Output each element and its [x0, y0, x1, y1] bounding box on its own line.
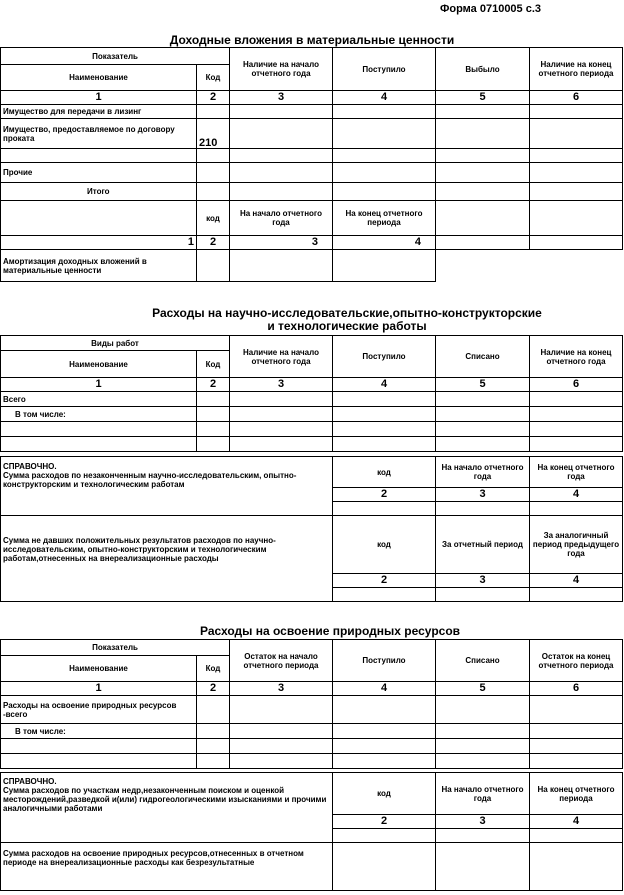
- cell-empty[interactable]: [333, 105, 436, 119]
- cell-empty[interactable]: [333, 696, 436, 724]
- cell-empty[interactable]: [333, 149, 436, 163]
- cell-empty[interactable]: [530, 407, 623, 422]
- table-row: [1, 183, 623, 201]
- cell-empty[interactable]: [230, 754, 333, 769]
- cell-empty: [530, 236, 623, 250]
- cell-empty[interactable]: [197, 754, 230, 769]
- row-code: [197, 105, 230, 119]
- natural-resources-reference-table: [0, 772, 623, 891]
- hdr-start: Остаток на начало отчетного периода: [230, 640, 333, 682]
- ref2-period: За отчетный период: [436, 516, 530, 574]
- hdr-in: Поступило: [333, 640, 436, 682]
- col-num: 3: [230, 91, 333, 105]
- hdr-code: Код: [197, 351, 230, 378]
- cell-empty[interactable]: [530, 843, 623, 891]
- col-num: 4: [333, 91, 436, 105]
- cell-empty[interactable]: [197, 407, 230, 422]
- cell-empty[interactable]: [230, 437, 333, 452]
- cell-empty[interactable]: [436, 105, 530, 119]
- cell-empty[interactable]: [436, 754, 530, 769]
- ref1-block: [1, 457, 333, 516]
- table-row: [1, 739, 623, 754]
- cell-empty[interactable]: [333, 588, 436, 602]
- row-name: [1, 739, 197, 754]
- hdr-start: Наличие на начало отчетного года: [230, 336, 333, 378]
- sub-start: На начало отчетного года: [230, 201, 333, 236]
- hdr-in: Поступило: [333, 336, 436, 378]
- hdr-out: Выбыло: [436, 48, 530, 91]
- amortization-label: Амортизация доходных вложений в материальные ценности: [1, 250, 197, 282]
- row-name: Итого: [1, 183, 197, 201]
- row-name: [1, 437, 197, 452]
- section2-title-line1: Расходы на научно-исследовательские,опытно-конструкторские: [152, 306, 542, 320]
- table-row: [1, 696, 623, 724]
- cell-empty[interactable]: [333, 739, 436, 754]
- row-code: 210: [197, 119, 230, 149]
- hdr-name: Наименование: [1, 351, 197, 378]
- col-num: 2: [197, 91, 230, 105]
- cell-empty[interactable]: [530, 829, 623, 843]
- col-num: 2: [333, 488, 436, 502]
- row-name: Всего: [1, 392, 197, 407]
- cell-empty: [436, 201, 530, 236]
- col-num: 3: [230, 378, 333, 392]
- hdr-end: Наличие на конец отчетного периода: [530, 48, 623, 91]
- cell-empty: [530, 250, 623, 282]
- cell-empty[interactable]: [333, 754, 436, 769]
- cell-empty[interactable]: [333, 724, 436, 739]
- ref2-prev: За аналогичный период предыдущего года: [530, 516, 623, 574]
- ref2-text: Сумма расходов на освоение природных ресурсов,отнесенных в отчетном периоде на внереализационные расходы как безрезультатные: [1, 843, 333, 891]
- cell-empty[interactable]: [436, 119, 530, 149]
- hdr-name: Наименование: [1, 656, 197, 682]
- hdr-in: Поступило: [333, 48, 436, 91]
- section2-title: [0, 307, 624, 333]
- cell-empty[interactable]: [530, 739, 623, 754]
- hdr-code: Код: [197, 65, 230, 91]
- table-row: [1, 392, 623, 407]
- cell-empty[interactable]: [436, 739, 530, 754]
- ref1-text: Сумма расходов по незаконченным научно-исследовательским, опытно-конструкторским и технологическим работам: [3, 471, 297, 489]
- cell-empty[interactable]: [230, 183, 333, 201]
- natural-resources-table: [0, 639, 623, 769]
- row-name: Прочие: [1, 163, 197, 183]
- hdr-group: Виды работ: [1, 336, 230, 351]
- row-name: Имущество для передачи в лизинг: [1, 105, 197, 119]
- col-num: 2: [197, 236, 230, 250]
- cell-empty[interactable]: [230, 422, 333, 437]
- cell-empty[interactable]: [530, 696, 623, 724]
- cell-empty[interactable]: [530, 502, 623, 516]
- hdr-end: Наличие на конец отчетного года: [530, 336, 623, 378]
- cell-empty[interactable]: [197, 739, 230, 754]
- rnd-table: [0, 335, 623, 452]
- col-num: 5: [436, 91, 530, 105]
- col-num: 4: [333, 236, 436, 250]
- cell-empty[interactable]: [230, 739, 333, 754]
- col-num: 1: [1, 91, 197, 105]
- cell-empty[interactable]: [230, 250, 333, 282]
- row-name: В том числе:: [1, 407, 197, 422]
- table-row: [1, 105, 623, 119]
- ref1-code: код: [333, 457, 436, 488]
- ref1-text: Сумма расходов по участкам недр,незаконченным поиском и оценкой месторождений,разведкой и(или) гидрогеологическими изысканиями и прочими аналогичными работами: [3, 786, 327, 813]
- cell-empty[interactable]: [197, 422, 230, 437]
- cell-empty[interactable]: [436, 843, 530, 891]
- cell-empty[interactable]: [333, 392, 436, 407]
- ref-title: СПРАВОЧНО.: [3, 777, 57, 786]
- row-code: [197, 149, 230, 163]
- cell-empty[interactable]: [436, 588, 530, 602]
- form-code: Форма 0710005 с.3: [440, 3, 542, 15]
- cell-empty: [1, 201, 197, 236]
- row-name: В том числе:: [1, 724, 197, 739]
- section3-title: Расходы на освоение природных ресурсов: [199, 624, 461, 638]
- cell-empty[interactable]: [436, 407, 530, 422]
- cell-empty[interactable]: [230, 149, 333, 163]
- table-row: [1, 149, 623, 163]
- col-num: 5: [436, 378, 530, 392]
- cell-empty[interactable]: [333, 843, 436, 891]
- col-num: 4: [333, 682, 436, 696]
- cell-empty[interactable]: [333, 502, 436, 516]
- cell-empty[interactable]: [230, 119, 333, 149]
- col-num: 1: [1, 378, 197, 392]
- col-num: 1: [1, 682, 197, 696]
- col-num: 4: [530, 815, 623, 829]
- cell-empty[interactable]: [436, 724, 530, 739]
- hdr-group: Показатель: [1, 640, 230, 656]
- section2-title-line2: и технологические работы: [267, 319, 427, 333]
- cell-empty[interactable]: [333, 183, 436, 201]
- cell-empty[interactable]: [530, 422, 623, 437]
- col-num: 2: [197, 378, 230, 392]
- hdr-out: Списано: [436, 336, 530, 378]
- cell-empty: [436, 250, 530, 282]
- cell-empty[interactable]: [530, 163, 623, 183]
- hdr-code: Код: [197, 656, 230, 682]
- cell-empty[interactable]: [333, 163, 436, 183]
- cell-empty[interactable]: [530, 183, 623, 201]
- row-name: [1, 149, 197, 163]
- table-row: [1, 437, 623, 452]
- cell-empty[interactable]: [436, 422, 530, 437]
- cell-empty[interactable]: [530, 105, 623, 119]
- row-code: [197, 163, 230, 183]
- cell-empty[interactable]: [230, 407, 333, 422]
- fixed-assets-income-table: [0, 47, 623, 282]
- col-num: 6: [530, 378, 623, 392]
- col-num: 3: [436, 488, 530, 502]
- col-num: 3: [436, 815, 530, 829]
- row-name: [1, 422, 197, 437]
- cell-empty[interactable]: [197, 696, 230, 724]
- ref1-end: На конец отчетного периода: [530, 773, 623, 815]
- cell-empty[interactable]: [333, 437, 436, 452]
- cell-empty[interactable]: [436, 149, 530, 163]
- ref1-start: На начало отчетного года: [436, 457, 530, 488]
- hdr-out: Списано: [436, 640, 530, 682]
- cell-empty[interactable]: [530, 392, 623, 407]
- cell-empty[interactable]: [230, 163, 333, 183]
- cell-empty[interactable]: [333, 250, 436, 282]
- col-num: 1: [1, 236, 197, 250]
- rnd-reference-table: [0, 456, 623, 602]
- col-num: 5: [436, 682, 530, 696]
- cell-empty[interactable]: [230, 392, 333, 407]
- col-num: 2: [197, 682, 230, 696]
- table-row: [1, 724, 623, 739]
- ref1-code: код: [333, 773, 436, 815]
- col-num: 2: [333, 815, 436, 829]
- ref1-block: [1, 773, 333, 843]
- cell-empty[interactable]: [230, 105, 333, 119]
- cell-empty[interactable]: [530, 754, 623, 769]
- hdr-name: Наименование: [1, 65, 197, 91]
- row-code: [197, 183, 230, 201]
- cell-empty[interactable]: [197, 437, 230, 452]
- col-num: 4: [333, 378, 436, 392]
- cell-empty[interactable]: [333, 407, 436, 422]
- section1-title: Доходные вложения в материальные ценности: [169, 33, 455, 47]
- table-row: [1, 163, 623, 183]
- col-num: 3: [436, 574, 530, 588]
- col-num: 6: [530, 91, 623, 105]
- cell-empty[interactable]: [333, 422, 436, 437]
- cell-empty[interactable]: [333, 119, 436, 149]
- col-num: 2: [333, 574, 436, 588]
- cell-empty[interactable]: [436, 392, 530, 407]
- ref1-end: На конец отчетного года: [530, 457, 623, 488]
- sub-end: На конец отчетного периода: [333, 201, 436, 236]
- cell-empty[interactable]: [530, 149, 623, 163]
- row-name: Имущество, предоставляемое по договору проката: [1, 119, 197, 149]
- col-num: 3: [230, 682, 333, 696]
- cell-empty[interactable]: [230, 724, 333, 739]
- cell-empty[interactable]: [436, 829, 530, 843]
- hdr-start: Наличие на начало отчетного года: [230, 48, 333, 91]
- table-row: [1, 119, 623, 149]
- cell-empty[interactable]: [197, 724, 230, 739]
- hdr-end: Остаток на конец отчетного периода: [530, 640, 623, 682]
- ref2-code: код: [333, 516, 436, 574]
- table-row: [1, 422, 623, 437]
- col-num: 4: [530, 574, 623, 588]
- col-num: 6: [530, 682, 623, 696]
- cell-empty[interactable]: [530, 119, 623, 149]
- cell-empty: [436, 236, 530, 250]
- row-name: Расходы на освоение природных ресурсов -всего: [1, 696, 197, 724]
- cell-empty[interactable]: [197, 392, 230, 407]
- cell-empty: [530, 201, 623, 236]
- cell-empty[interactable]: [530, 588, 623, 602]
- row-name: [1, 754, 197, 769]
- cell-empty[interactable]: [436, 163, 530, 183]
- table-row: [1, 407, 623, 422]
- cell-empty[interactable]: [436, 696, 530, 724]
- cell-empty[interactable]: [436, 502, 530, 516]
- cell-empty[interactable]: [530, 437, 623, 452]
- table-row: [1, 754, 623, 769]
- cell-empty[interactable]: [197, 250, 230, 282]
- cell-empty[interactable]: [230, 696, 333, 724]
- ref1-start: На начало отчетного года: [436, 773, 530, 815]
- ref2-text: Сумма не давших положительных результатов расходов по научно-исследовательским, опытно-конструкторским и технологическим работам,отнесенных на внереализационные расходы: [1, 516, 333, 602]
- ref-title: СПРАВОЧНО.: [3, 462, 57, 471]
- col-num: 3: [230, 236, 333, 250]
- cell-empty[interactable]: [436, 437, 530, 452]
- cell-empty[interactable]: [530, 724, 623, 739]
- cell-empty[interactable]: [333, 829, 436, 843]
- col-num: 4: [530, 488, 623, 502]
- cell-empty[interactable]: [436, 183, 530, 201]
- sub-code: код: [197, 201, 230, 236]
- hdr-group: Показатель: [1, 48, 230, 65]
